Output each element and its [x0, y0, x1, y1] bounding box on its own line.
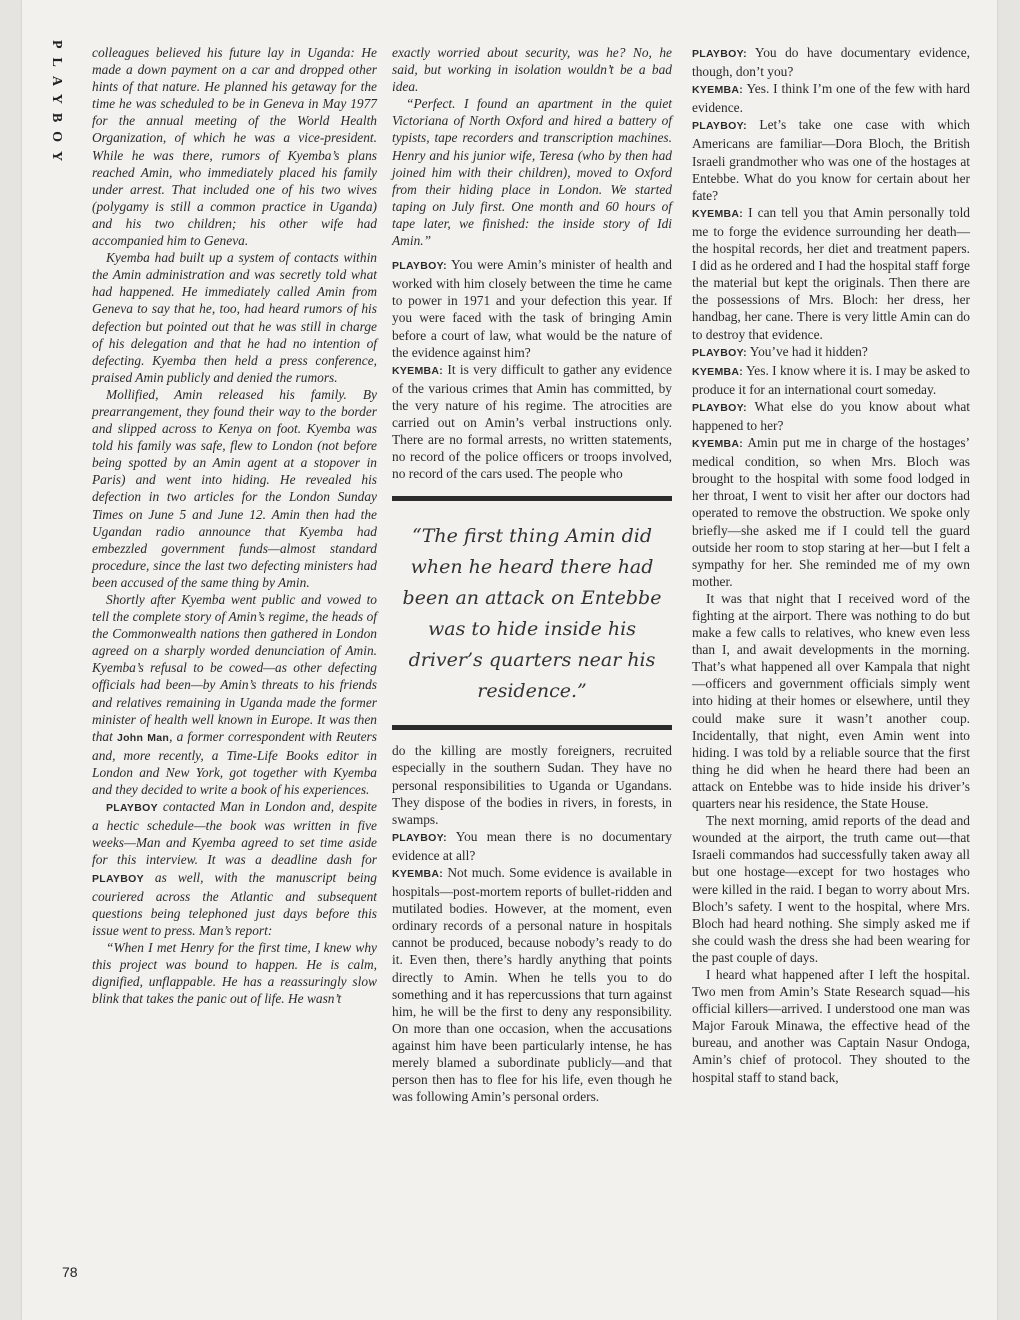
col3-question-2 — [692, 116, 970, 203]
col1-paragraph-4-end: , a former correspondent with Reuters and, more recently, a Time-Life Books editor in London and New York, got together with Kyemba and they decided to write a book of his experiences. — [92, 728, 377, 798]
question-text: You mean there is no documentary evidence at all? — [392, 828, 672, 863]
col3-question-4 — [692, 398, 970, 434]
playboy-tag: PLAYBOY — [106, 802, 158, 815]
speaker-kyemba: KYEMBA: — [692, 84, 744, 97]
speaker-kyemba: KYEMBA: — [692, 365, 744, 378]
speaker-playboy: PLAYBOY: — [692, 401, 747, 414]
col2-paragraph-2: “Perfect. I found an apartment in the quiet Victoriana of North Oxford and hired a battery of typists, tape recorders and transcription machines. Henry and his junior wife, Teresa (who by then had joined him with their children), moved to Oxford from their hiding place in London. We started taping on July first. One month and 60 hours of tape later, we finished: the inside story of Idi Amin.” — [392, 96, 672, 249]
col2-paragraph-1: exactly worried about security, was he? No, he said, but working in isolation wouldn’t be a bad idea. — [392, 45, 672, 95]
col1-paragraph-2: Kyemba had built up a system of contacts within the Amin administration and was secretly told what had happened. He immediately called Amin from Geneva to say that he, too, had heard rumors of his defection but pointed out that he was still in charge of his delegation and that he had no intention of defecting. Kyemba then held a press conference, praised Amin publicly and denied the rumors. — [92, 250, 377, 385]
speaker-playboy: PLAYBOY: — [692, 120, 747, 133]
page-number: 78 — [62, 1264, 78, 1280]
answer-text: Amin put me in charge of the hostages’ medical condition, so when Mrs. Bloch was brought to the hospital with some food lodged in her throat, I went to visit her after our doctors had operated to remove the obstruction. We spoke only briefly—she asked me if I could tell the guard outside her room to stop staring at her—but I felt a sympathy for her. She reminded me of my own mother. — [692, 435, 970, 589]
col2-question-1 — [392, 256, 672, 361]
col2-answer-2 — [392, 864, 672, 1105]
speaker-kyemba: KYEMBA: — [692, 438, 744, 451]
author-name: John Man — [116, 731, 170, 744]
col1-paragraph-5a: contacted Man in London and, despite a hectic schedule—the book was written in five weeks—Man and Kyemba agreed to set time aside for this interview. It was a deadline dash for — [92, 799, 377, 868]
answer-text: Yes. I think I’m one of the few with hard evidence. — [692, 81, 970, 116]
col3-answer-2 — [692, 204, 970, 343]
answer-text: Not much. Some evidence is available in hospitals—post-mortem reports of bullet-ridden and mutilated bodies. However, at the moment, even ordinary records of a personal nature in hospitals cannot be produced, because nobody’s ready to do it. Even then, there’s hardly anything that points directly to Amin. When he tells you to do something and it has repercussions that turn against him, he will be the first to deny any responsibility. On more than one occasion, when the accusations against him have been particularly intense, he has merely blamed a subordinate publicly—and that person then has to flee for his life, even though he was following Amin’s personal orders. — [392, 865, 672, 1105]
col1-paragraph-6: “When I met Henry for the first time, I knew why this project was bound to happen. He is calm, dignified, unflappable. He has a reassuringly slow blink that takes the panic out of life. He wasn’t — [92, 939, 377, 1007]
question-text: You were Amin’s minister of health and worked with him closely between the time he came to power in 1971 and your defection this year. If you were faced with the task of bringing Amin before a court of law, what would be the nature of the evidence against him? — [392, 257, 672, 360]
playboy-tag-2: PLAYBOY — [92, 872, 144, 885]
speaker-kyemba: KYEMBA: — [392, 868, 444, 880]
col3-question-3 — [692, 343, 970, 362]
col2-question-2 — [392, 828, 672, 864]
speaker-kyemba: KYEMBA: — [392, 364, 444, 377]
pull-quote-text: “The first thing Amin did when he heard there had been an attack on Entebbe was to hide inside his driver’s quarters near his residence.” — [402, 525, 662, 703]
speaker-playboy: PLAYBOY: — [692, 346, 747, 359]
column-1 — [92, 44, 377, 1007]
col3-paragraph-7: I heard what happened after I left the hospital. Two men from Amin’s State Research squad—his official killers—arrived. I understood one man was Major Farouk Minawa, the effective head of the bureau, and another was Captain Nasur Ondoga, Amin’s chief of protocol. They shouted to the hospital staff to stand back, — [692, 966, 970, 1085]
col1-paragraph-3: Mollified, Amin released his family. By prearrangement, they found their way to the border and slipped across to Kenya on foot. Kyemba was told his family was safe, flew to London (not before being spotted by an Amin agent at a stopover in Paris) and went into hiding. He revealed his defection in two articles for the London Sunday Times on June 5 and June 12. Amin then had the Ugandan radio announce that Kyemba had embezzled government funds—almost standard procedure, since the last two defecting ministers had been accused of the same thing by Amin. — [92, 386, 377, 590]
column-2 — [392, 44, 672, 1105]
col3-answer-4 — [692, 434, 970, 590]
col3-paragraph-6: The next morning, amid reports of the dead and wounded at the airport, the truth came out—that Israeli commandos had successfully taken away all but one hostage—except for two hostages who were killed in the raid. I began to worry about Mrs. Bloch’s safety. I went to the hospital, where Mrs. Bloch had heard nothing. She simply asked me if she could wash the dress she had been wearing for the past couple of days. — [692, 813, 970, 965]
col2-answer-1-continued: do the killing are mostly foreigners, recruited especially in the southern Sudan. They have no personal responsibilities to Uganda or Ugandans. They dispose of the bodies in rivers, in forests, in swamps. — [392, 743, 672, 827]
col1-paragraph-4-text: Shortly after Kyemba went public and vowed to tell the complete story of Amin’s regime, the heads of the Commonwealth nations then gathered in London agreed on a sharply worded denunciation of Amin. Kyemba’s refusal to be cowed—as other defecting officials had been—by Amin’s threats to his friends and relatives remaining in Uganda made the former minister of health well known in Europe. It was then that — [92, 592, 377, 744]
col1-paragraph-5 — [92, 798, 377, 939]
col1-paragraph-1: colleagues believed his future lay in Uganda: He made a down payment on a car and dropped other hints of that nature. He planned his getaway for the time he was scheduled to be in Geneva in May 1977 for the annual meeting of the World Health Organization, of which he was a vice-president. While he was there, rumors of Kyemba’s plans reached Amin, who immediately placed his family under arrest. That included one of his two wives (polygamy is still a common practice in Uganda) and his two children; his other wife had accompanied him to Geneva. — [92, 45, 377, 249]
question-text: Let’s take one case with which Americans are familiar—Dora Bloch, the British Israeli grandmother who was one of the hostages at Entebbe. What do you know for certain about her fate? — [692, 117, 970, 203]
pull-quote — [392, 496, 672, 730]
question-text: What else do you know about what happened to her? — [692, 398, 970, 433]
speaker-kyemba: KYEMBA: — [692, 207, 744, 220]
column-3 — [692, 44, 970, 1086]
masthead-text: PLAYBOY — [49, 40, 64, 171]
answer-text: Yes. I know where it is. I may be asked to produce it for an international court someday. — [692, 362, 970, 397]
col3-question-1 — [692, 44, 970, 80]
col3-paragraph-5: It was that night that I received word of the fighting at the airport. There was nothing to do but make a few calls to relatives, who knew even less than I, and await developments in the morning. That’s what happened all over Kampala that night—officers and government officials simply went into hiding at their homes or elsewhere, until they could make sure it wasn’t another coup. Incidentally, that night, even Amin went into hiding. I was told by a reliable source that the first thing he did when he heard there had been an attack on Entebbe was to hide inside his driver’s quarters near his residence, the State House. — [692, 590, 970, 812]
magazine-page — [22, 0, 997, 1320]
speaker-playboy: PLAYBOY: — [392, 260, 447, 273]
speaker-playboy: PLAYBOY: — [392, 831, 447, 844]
col3-answer-3 — [692, 362, 970, 398]
col3-answer-1 — [692, 80, 970, 116]
question-text: You do have documentary evidence, though, don’t you? — [692, 45, 970, 80]
answer-text: I can tell you that Amin personally told me to forge the evidence surrounding her death—the hospital records, her diet and treatment papers. I did as he ordered and I had the hospital staff forge the material but kept the originals. Then there are the possessions of Mrs. Bloch: her dress, her handbag, her cane. There is very little Amin can do to destroy that evidence. — [692, 204, 970, 342]
answer-text: It is very difficult to gather any evidence of the various crimes that Amin has committed, by the very nature of his regime. The atrocities are carried out on Amin’s verbal instructions only. There are no formal arrests, no written statements, no record of the police officers or troops involved, no record of the cars used. The people who — [392, 361, 672, 482]
col2-answer-1 — [392, 361, 672, 483]
col1-paragraph-4 — [92, 591, 377, 798]
speaker-playboy: PLAYBOY: — [692, 48, 747, 60]
question-text: You’ve had it hidden? — [746, 343, 868, 359]
col1-paragraph-5b: as well, with the manuscript being couriered across the Atlantic and subsequent questions being telephoned just days before this issue went to press. Man’s report: — [92, 869, 377, 938]
masthead-logo — [49, 40, 66, 171]
